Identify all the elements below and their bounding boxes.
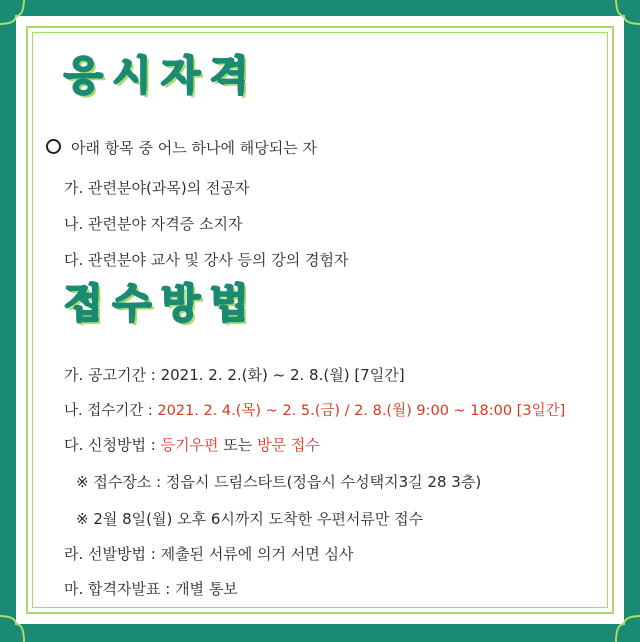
receipt-place: ※ 접수장소 : 정읍시 드림스타트(정읍시 수성택지3길 28 3층) [76,473,482,491]
selection-method: 라. 선발방법 : 제출된 서류에 의거 서면 심사 [64,545,354,563]
receipt-period [64,399,565,420]
method-registered-mail: 등기우편 [160,436,219,454]
eligibility-item: 나. 관련분야 자격증 소지자 [64,215,243,233]
receipt-period-value: 2021. 2. 4.(목) ~ 2. 5.(금) / 2. 8.(월) 9:00 ~ 18:00 [3일간] [157,403,566,419]
section-title-application: 접수방법 [64,281,259,327]
eligibility-item: 다. 관련분야 교사 및 강사 등의 강의 경험자 [64,251,349,269]
section-title-eligibility: 응시자격 [64,53,259,99]
receipt-period-label: 나. 접수기간 : [64,403,158,419]
circle-bullet-icon [46,139,61,154]
receipt-deadline: ※ 2월 8일(월) 오후 6시까지 도착한 우편서류만 접수 [76,510,424,528]
result-announcement: 마. 합격자발표 : 개별 통보 [64,580,238,598]
method-label: 다. 신청방법 : [64,436,161,454]
eligibility-item: 가. 관련분야(과목)의 전공자 [64,179,250,197]
notice-period [64,364,405,385]
eligibility-intro [46,137,317,158]
notice-period-value: 2021. 2. 2.(화) ~ 2. 8.(월) [7일간] [160,366,405,384]
corner-ornament-icon [0,598,42,642]
eligibility-intro-text: 아래 항목 중 어느 하나에 해당되는 자 [71,139,317,157]
corner-ornament-icon [598,0,640,42]
corner-ornament-icon [598,598,640,642]
notice-period-label: 가. 공고기간 : [64,366,161,384]
method-visit: 방문 접수 [257,436,320,454]
method-or: 또는 [218,436,258,454]
application-method [64,434,320,455]
corner-ornament-icon [0,0,42,42]
